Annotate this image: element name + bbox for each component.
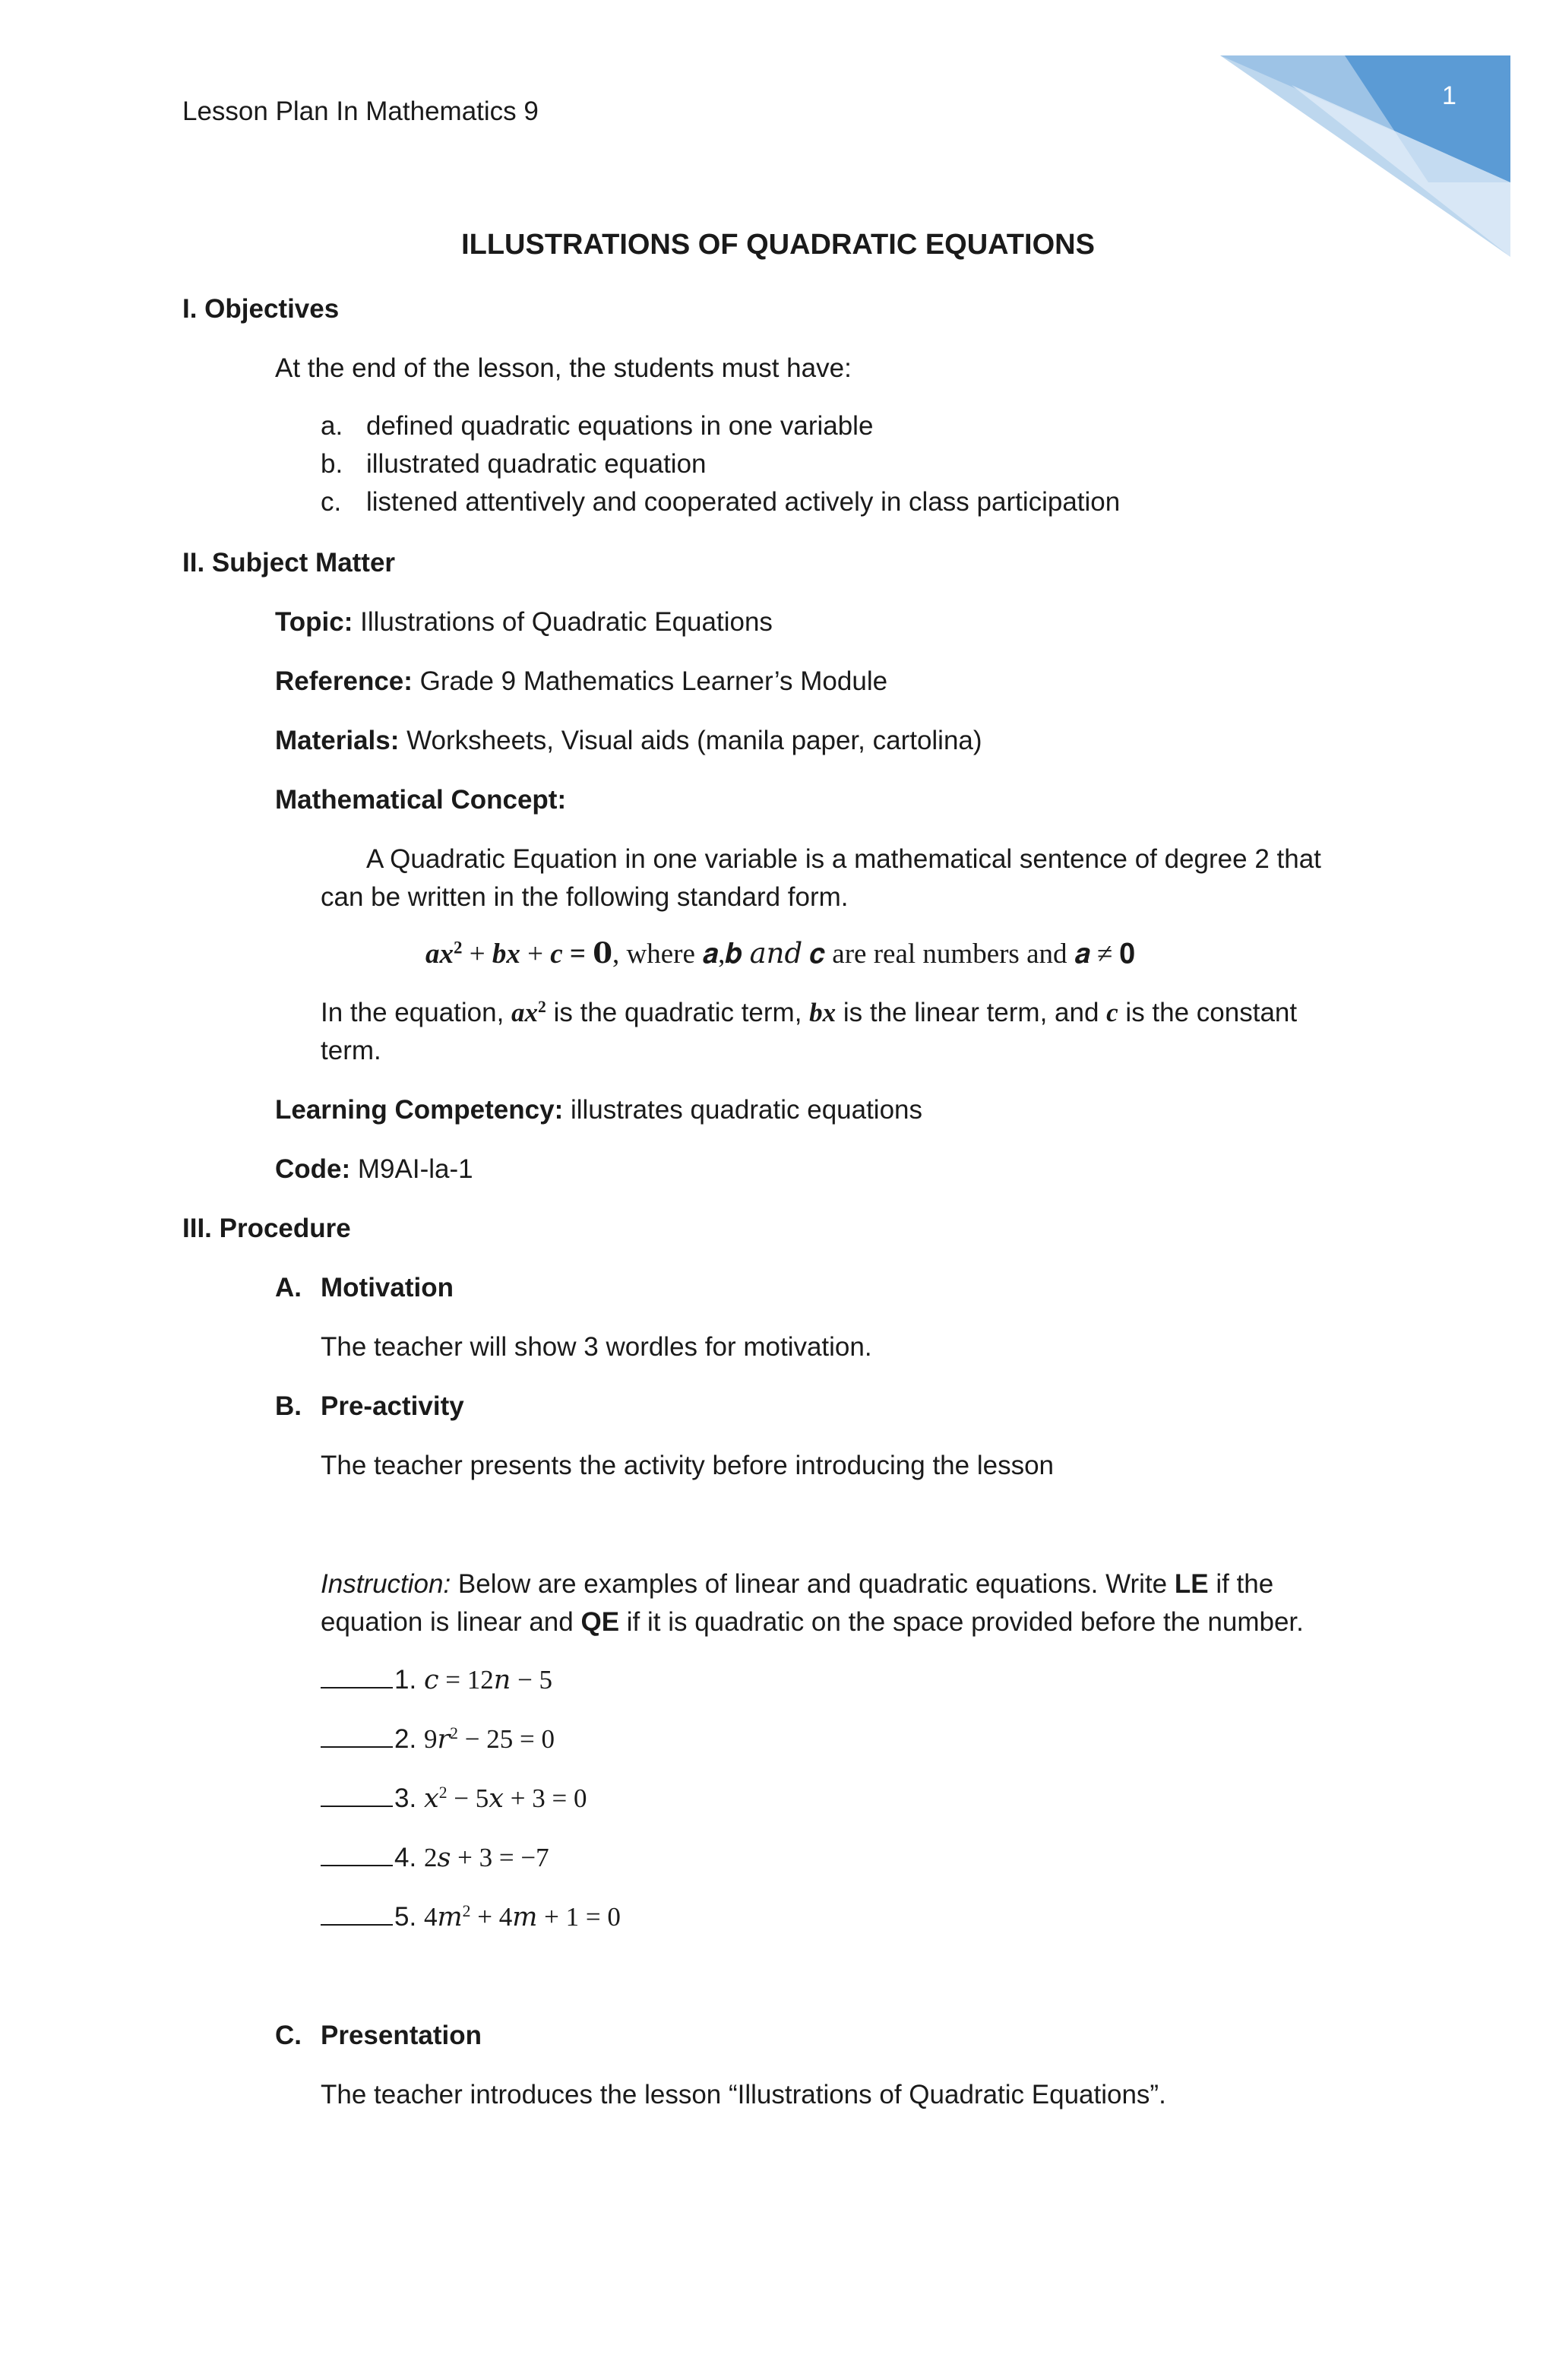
exercise-item: 4. 2𝑠 + 3 = −7	[321, 1840, 549, 1875]
instruction-line1: Instruction: Below are examples of linear and quadratic equations. Write LE if the	[321, 1569, 1274, 1599]
list-text: defined quadratic equations in one variable	[366, 411, 874, 441]
list-marker: b.	[321, 449, 343, 479]
materials-line	[275, 723, 982, 758]
list-text: illustrated quadratic equation	[366, 449, 707, 479]
code-value: M9AI-la-1	[357, 1154, 473, 1184]
exercise-item: 1. 𝑐 = 12𝑛 − 5	[321, 1663, 552, 1698]
list-item	[321, 485, 1120, 520]
procedure-heading: III. Procedure	[182, 1214, 351, 1243]
reference-value: Grade 9 Mathematics Learner’s Module	[419, 666, 888, 696]
presentation-text: The teacher introduces the lesson “Illustrations of Quadratic Equations”.	[321, 2080, 1166, 2109]
pre-activity-text: The teacher presents the activity before introducing the lesson	[321, 1451, 1054, 1480]
list-item	[321, 409, 873, 444]
instruction-label: Instruction:	[321, 1569, 451, 1599]
materials-label: Materials:	[275, 726, 400, 755]
competency-value: illustrates quadratic equations	[570, 1095, 923, 1125]
objectives-heading: I. Objectives	[182, 294, 340, 324]
answer-blank[interactable]	[321, 1924, 393, 1926]
concept-text-line1: A Quadratic Equation in one variable is a mathematical sentence of degree 2 that	[366, 844, 1321, 874]
list-marker: c.	[321, 487, 342, 517]
list-item	[321, 447, 707, 482]
competency-label: Learning Competency:	[275, 1095, 564, 1125]
running-title: Lesson Plan In Mathematics 9	[182, 97, 539, 126]
exercise-item: 3. 𝑥$^2$ − 5𝑥 + 3 = 0	[321, 1781, 587, 1816]
concept-text-line2: can be written in the following standard form.	[321, 882, 849, 912]
code-line	[275, 1152, 473, 1187]
topic-value: Illustrations of Quadratic Equations	[360, 607, 773, 637]
subject-heading: II. Subject Matter	[182, 548, 396, 578]
standard-form-formula: $ax^2$ + bx + c = 𝟎, where 𝒂,𝒃 𝑎𝑛𝑑 𝒄 are real numbers and 𝒂 ≠ 𝟎	[425, 938, 1136, 970]
exercise-item: 2. 9𝑟$^2$ − 25 = 0	[321, 1722, 555, 1757]
code-label: Code:	[275, 1154, 351, 1184]
motivation-text: The teacher will show 3 wordles for motivation.	[321, 1332, 872, 1362]
exercise-item: 5. 4𝑚$^2$ + 4𝑚 + 1 = 0	[321, 1900, 621, 1935]
reference-label: Reference:	[275, 666, 413, 696]
materials-value: Worksheets, Visual aids (manila paper, cartolina)	[406, 726, 982, 755]
instruction-line2: equation is linear and QE if it is quadratic on the space provided before the number.	[321, 1607, 1304, 1637]
list-marker: a.	[321, 411, 343, 441]
objectives-intro: At the end of the lesson, the students must have:	[275, 353, 852, 383]
pre-activity-heading: B. Pre-activity	[275, 1391, 464, 1421]
document-title: ILLUSTRATIONS OF QUADRATIC EQUATIONS	[461, 229, 1095, 261]
answer-blank[interactable]	[321, 1746, 393, 1748]
competency-line	[275, 1093, 922, 1128]
presentation-heading: C. Presentation	[275, 2021, 482, 2050]
topic-label: Topic:	[275, 607, 353, 637]
motivation-heading: A. Motivation	[275, 1273, 454, 1302]
answer-blank[interactable]	[321, 1865, 393, 1866]
answer-blank[interactable]	[321, 1806, 393, 1807]
list-text: listened attentively and cooperated actively in class participation	[366, 487, 1121, 517]
term-explanation-line1: In the equation, $ax^2$ is the quadratic term, bx is the linear term, and c is the constant	[321, 998, 1298, 1027]
page-number: 1	[1442, 81, 1456, 110]
topic-line	[275, 605, 773, 640]
reference-line	[275, 664, 887, 699]
answer-blank[interactable]	[321, 1687, 393, 1688]
concept-label: Mathematical Concept:	[275, 785, 567, 815]
term-explanation-line2: term.	[321, 1036, 381, 1065]
